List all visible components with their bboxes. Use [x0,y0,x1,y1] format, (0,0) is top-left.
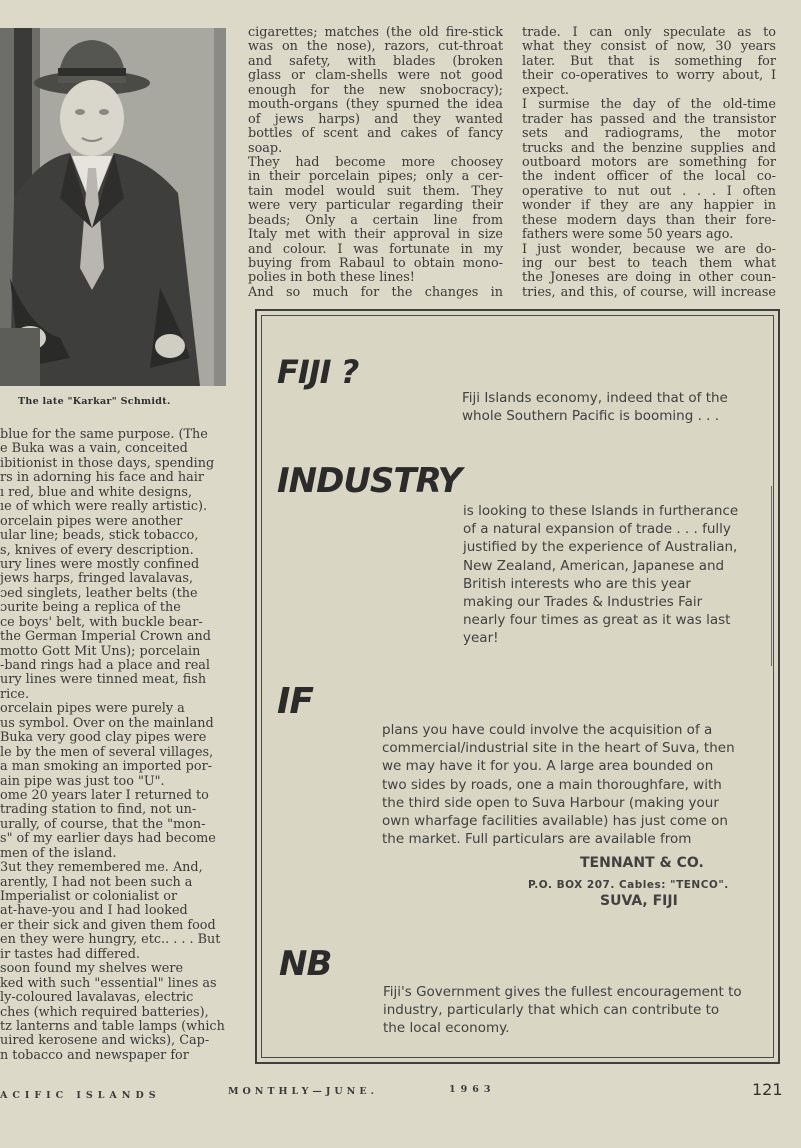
text-line: cigarettes; matches (the old fire-stick [248,25,503,40]
text-line: operative to nut out . . . I often [522,183,776,199]
page-number: 121 [752,1080,783,1099]
text-line: wonder if they are any happier in [522,198,776,214]
ad-text-line: justified by the experience of Australian, [463,539,738,556]
ad-text-line: plans you have could involve the acquisition of a [382,722,713,738]
text-line: ury lines were mostly confined [0,557,200,572]
text-line: They had become more choosey [248,154,503,170]
ad-text-line: the third side open to Suva Harbour (making your [382,794,719,811]
ad-text-line: industry, particularly that which can contribute to [383,1002,720,1019]
text-line: rice. [0,687,30,702]
portrait-image [0,28,226,386]
ad-heading-nb: NB [279,944,332,984]
ad-text-line: British interests who are this year [463,575,691,592]
text-line: men of the island. [0,846,117,861]
text-line: in their porcelain pipes; only a cer- [248,169,503,185]
text-line: sets and radiograms, the motor [522,126,776,142]
text-line: expect. [522,82,569,98]
text-line: a man smoking an imported por- [0,760,213,775]
text-line: ches (which required batteries), [0,1005,209,1020]
text-line: fathers were some 50 years ago. [522,227,734,243]
column-3 [522,26,776,300]
text-line: er their sick and given them food [0,918,216,933]
footer-publication: ACIFIC ISLANDS [0,1090,161,1101]
text-line: motto Gott Mit Uns); porcelain [0,644,201,659]
ad-text-industry [463,502,738,648]
text-line: Italy met with their approval in size [248,227,503,243]
text-line: And so much for the changes in [248,284,503,300]
ad-text-line: the market. Full particulars are available from [382,831,692,848]
text-line: soap. [248,140,283,156]
text-line: buying from Rabaul to obtain mono- [248,256,503,271]
text-line: polies in both these lines! [248,270,415,286]
text-line: n tobacco and newspaper for [0,1048,189,1063]
text-line: I surmise the day of the old-time [522,97,776,113]
text-line: outboard motors are something for [522,154,776,170]
ad-text-line: making our Trades & Industries Fair [463,594,703,611]
text-line: rs in adorning his face and hair [0,471,204,486]
ad-text-line: Fiji Islands economy, indeed that of the [462,390,728,406]
text-line: glass or clam-shells were not good [248,68,503,84]
text-line: le by the men of several villages, [0,745,214,760]
text-line: ly-coloured lavalavas, electric [0,991,194,1006]
text-line: enough for the new snobocracy); [248,82,503,98]
text-line: Imperialist or colonialist or [0,890,178,904]
text-line: ury lines were tinned meat, fish [0,673,207,688]
ad-inner-border [261,315,774,1058]
text-line: later. But that is something for [522,53,776,69]
text-line: ain pipe was just too "U". [0,774,165,789]
text-line: the indent officer of the local co- [522,169,776,185]
text-line: en they were hungry, etc.. . . . But [0,933,221,948]
footer-issue: MONTHLY—JUNE. [228,1086,378,1097]
text-line: 3ut they remembered me. And, [0,861,203,876]
text-line: mouth-organs (they spurned the idea [248,97,503,113]
text-line: ce boys' belt, with buckle bear- [0,615,203,630]
ad-text-if [382,721,735,848]
text-line: tries, and this, of course, will increase [522,284,776,300]
text-line: -band rings had a place and real [0,659,211,673]
column-1 [0,428,231,1063]
text-line: at-have-you and I had looked [0,904,188,919]
ad-text-line: the local economy. [383,1020,510,1037]
text-line: Buka very good clay pipes were [0,731,207,746]
text-line: trucks and the benzine supplies and [522,140,776,156]
text-line: us symbol. Over on the mainland [0,716,214,731]
text-line: their co-operatives to worry about, I [522,68,776,84]
ad-text-line: of a natural expansion of trade . . . fully [463,521,731,538]
footer-year: 1963 [449,1084,496,1095]
ad-text-line: two sides by roads, one a main thoroughfare, with [382,776,722,793]
text-line: tain model would suit them. They [248,183,503,199]
ad-text-line: we may have it for you. A large area bounded on [382,758,714,775]
text-line: ıe of which were really artistic). [0,500,208,515]
text-line: blue for the same purpose. (The [0,428,208,442]
text-line: I just wonder, because we are do- [522,241,776,257]
ad-text-line: nearly four times as great as it was last [463,612,731,629]
text-line: the German Imperial Crown and [0,630,211,645]
ad-text-line: whole Southern Pacific is booming . . . [462,408,720,425]
text-line: was on the nose), razors, cut-throat [248,39,503,55]
text-line: ɔurite being a replica of the [0,601,181,616]
text-line: urally, of course, that the "mon- [0,817,206,832]
ad-heading-fiji: FIJI ? [277,353,359,391]
company-city: SUVA, FIJI [600,893,678,909]
text-line: the Joneses are doing in other coun- [522,270,776,286]
text-line: s, knives of every description. [0,543,194,558]
ad-vertical-rule [771,486,772,666]
text-line: trader has passed and the transistor [522,111,776,127]
text-line: ked with such "essential" lines as [0,976,217,991]
text-line: and safety, with blades (broken [248,53,503,69]
text-line: orcelain pipes were another [0,514,183,529]
ad-text-line: year! [463,630,499,647]
ad-text-nb [383,983,742,1038]
ad-text-line: is looking to these Islands in furtherance [463,503,739,519]
text-line: ir tastes had differed. [0,947,140,962]
ad-text-line: commercial/industrial site in the heart of Suva, then [382,740,735,757]
text-line: of jews harps) and they wanted [248,111,503,127]
column-2 [248,26,503,300]
text-line: tz lanterns and table lamps (which [0,1019,225,1034]
photo-caption: The late "Karkar" Schmidt. [18,396,171,407]
text-line: and colour. I was fortunate in my [248,241,503,257]
text-line: ome 20 years later I returned to [0,788,209,803]
company-address: P.O. BOX 207. Cables: "TENCO". [528,879,729,891]
text-line: ı red, blue and white designs, [0,485,193,500]
company-name: TENNANT & CO. [580,855,704,871]
fiji-advertisement [255,309,780,1064]
text-line: jews harps, fringed lavalavas, [0,572,194,587]
text-line: orcelain pipes were purely a [0,702,185,717]
ad-heading-industry: INDUSTRY [277,461,462,501]
text-line: ɔed singlets, leather belts (the [0,586,198,601]
text-line: ing our best to teach them what [522,256,776,271]
text-line: s" of my earlier days had become [0,832,216,847]
text-line: uired kerosene and wicks), Cap- [0,1034,210,1049]
page-footer [0,1080,801,1104]
text-line: bottles of scent and cakes of fancy [248,126,503,142]
ad-text-line: own wharfage facilities available) has just come on [382,813,728,830]
ad-heading-if: IF [277,681,313,722]
text-line: trade. I can only speculate as to [522,25,776,40]
text-line: arently, I had not been such a [0,875,193,890]
text-line: beads; Only a certain line from [248,212,503,228]
text-line: e Buka was a vain, conceited [0,442,188,457]
text-line: what they consist of now, 30 years [522,39,776,55]
ad-text-line: Fiji's Government gives the fullest encouragement to [383,984,742,1000]
ad-text-line: New Zealand, American, Japanese and [463,557,725,574]
text-line: ular line; beads, stick tobacco, [0,529,199,544]
text-line: these modern days than their fore- [522,212,776,228]
text-line: soon found my shelves were [0,962,184,977]
ad-text-fiji [462,389,728,425]
portrait-photo [0,28,226,386]
text-line: ibitionist in those days, spending [0,456,215,471]
text-line: trading station to find, not un- [0,803,197,818]
text-line: were very particular regarding their [248,198,503,214]
